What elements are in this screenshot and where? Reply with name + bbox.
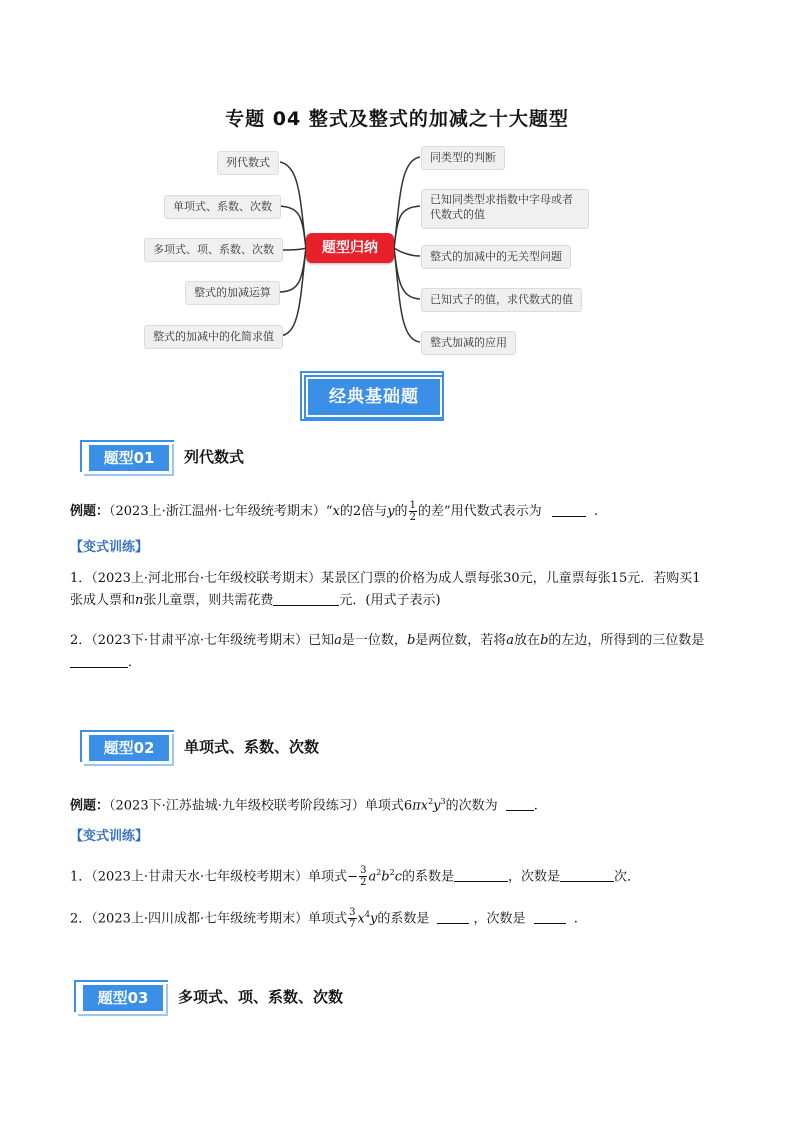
section-banner <box>300 371 444 421</box>
page-title: 专题 04 整式及整式的加减之十大题型 <box>225 108 569 130</box>
answer-blank[interactable] <box>454 867 508 882</box>
answer-blank[interactable] <box>437 909 469 924</box>
question-02-2: 2．（2023上·四川成都·七年级统考期末）单项式 $\frac{3}{7}$ $x^4y$的系数是 ，次数是 . <box>70 907 578 931</box>
question-01-1: 1．（2023上·河北邢台·七年级校联考期末）某景区门票的价格为成人票每张30元，儿童票每张15元．若购买1张成人票和n张儿童票，则共需花费 元．(用式子表示) <box>70 571 701 608</box>
answer-blank[interactable] <box>273 591 339 606</box>
mindmap-right-4: 已知式子的值，求代数式的值 <box>421 288 582 312</box>
example-01: 例题：（2023上·浙江温州·七年级统考期末）“x的2倍与y的 $\frac{1}{2}$ 的差”用代数式表示为 . <box>70 500 599 523</box>
mindmap-right-1: 同类型的判断 <box>421 146 505 170</box>
type-tag: 题型02 <box>88 734 170 762</box>
mindmap-right-2: 已知同类型求指数中字母或者代数式的值 <box>421 189 589 229</box>
type-header-02 <box>80 730 400 764</box>
question-01-2: 2．（2023下·甘肃平凉·七年级统考期末）已知a是一位数，b是两位数，若将a放在b的左边，所得到的三位数是． <box>70 633 705 670</box>
section-banner-label: 经典基础题 <box>306 377 442 417</box>
answer-blank[interactable] <box>506 796 534 811</box>
type-tag: 题型03 <box>82 984 164 1012</box>
answer-blank[interactable] <box>70 653 128 668</box>
mindmap-left-4: 整式的加减运算 <box>185 281 280 305</box>
type-name: 列代数式 <box>184 448 245 466</box>
answer-blank[interactable] <box>552 502 586 517</box>
practice-label-02: 【变式训练】 <box>70 829 149 844</box>
mindmap-left-2: 单项式、系数、次数 <box>164 195 281 219</box>
type-header-01 <box>80 440 380 474</box>
type-header-03 <box>74 980 414 1014</box>
fraction: $\frac{3}{7}$ <box>349 907 356 931</box>
example-02: 例题：（2023下·江苏盐城·九年级校联考阶段练习）单项式$6\pi x^2y^3$的次数为 . <box>70 797 538 814</box>
mindmap-right-5: 整式加减的应用 <box>421 331 516 355</box>
type-name: 单项式、系数、次数 <box>184 738 320 756</box>
mindmap-left-3: 多项式、项、系数、次数 <box>144 238 283 262</box>
answer-blank[interactable] <box>534 909 566 924</box>
type-tag: 题型01 <box>88 444 170 472</box>
fraction: $\frac{3}{2}$ <box>360 865 367 889</box>
mindmap-left-1: 列代数式 <box>217 151 279 175</box>
answer-blank[interactable] <box>560 867 614 882</box>
mindmap-right-3: 整式的加减中的无关型问题 <box>421 245 571 269</box>
mindmap-center: 题型归纳 <box>306 233 394 263</box>
question-02-1: 1．（2023上·甘肃天水·七年级校考期末）单项式− $\frac{3}{2}$ $a^2b^2c$的系数是 ，次数是 次． <box>70 865 641 889</box>
mindmap-left-5: 整式的加减中的化简求值 <box>144 325 283 349</box>
mindmap-connectors <box>0 0 794 360</box>
fraction: $\frac{1}{2}$ <box>409 500 416 523</box>
practice-label-01: 【变式训练】 <box>70 540 149 555</box>
type-name: 多项式、项、系数、次数 <box>178 988 344 1006</box>
